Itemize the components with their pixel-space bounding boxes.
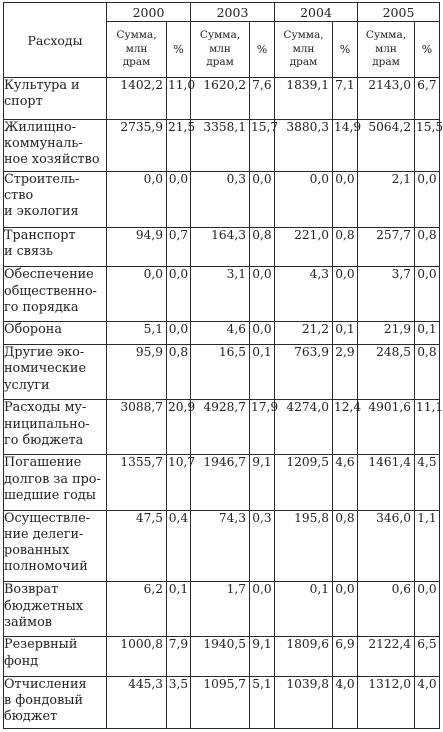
amount-cell: 3,7: [358, 267, 415, 322]
amount-cell: 2,1: [358, 171, 415, 227]
amount-cell: 21,9: [358, 322, 415, 345]
amount-cell: 0,6: [358, 582, 415, 637]
amount-cell: 221,0: [275, 227, 333, 267]
percent-cell: 11,0: [167, 78, 191, 120]
percent-cell: 4,0: [333, 676, 358, 728]
amount-cell: 257,7: [358, 227, 415, 267]
amount-cell: 5,1: [107, 322, 167, 345]
amount-cell: 2122,4: [358, 637, 415, 677]
row-category-label: Отчисления в фондовый бюджет: [4, 676, 107, 728]
percent-cell: 0,0: [333, 267, 358, 322]
percent-cell: 0,0: [167, 267, 191, 322]
table-row: [4, 119, 440, 171]
percent-cell: 0,0: [167, 171, 191, 227]
table-row: [4, 267, 440, 322]
amount-cell: 3088,7: [107, 400, 167, 455]
percent-cell: 15,5: [415, 119, 440, 171]
amount-cell: 1461,4: [358, 455, 415, 510]
row-category-label: Другие эко- номические услуги: [4, 345, 107, 400]
amount-cell: 1312,0: [358, 676, 415, 728]
row-category-label: Жилищно- коммуналь- ное хозяйство: [4, 119, 107, 171]
amount-cell: 2143,0: [358, 78, 415, 120]
percent-cell: 0,1: [333, 322, 358, 345]
amount-cell: 164,3: [191, 227, 250, 267]
amount-cell: 1946,7: [191, 455, 250, 510]
percent-cell: 0,3: [250, 510, 275, 582]
percent-cell: 14,9: [333, 119, 358, 171]
amount-cell: 346,0: [358, 510, 415, 582]
amount-cell: 0,0: [107, 267, 167, 322]
percent-cell: 5,1: [250, 676, 275, 728]
percent-cell: 6,7: [415, 78, 440, 120]
row-category-label: Возврат бюджетных займов: [4, 582, 107, 637]
percent-cell: 0,8: [333, 510, 358, 582]
row-category-label: Расходы му- ниципально- го бюджета: [4, 400, 107, 455]
amount-cell: 1809,6: [275, 637, 333, 677]
percent-cell: 0,1: [250, 345, 275, 400]
percent-cell: 4,5: [415, 455, 440, 510]
row-category-label: Резервный фонд: [4, 637, 107, 677]
amount-cell: 5064,2: [358, 119, 415, 171]
percent-cell: 0,0: [415, 171, 440, 227]
percent-cell: 2,9: [333, 345, 358, 400]
percent-cell: 0,8: [333, 227, 358, 267]
percent-cell: 0,0: [250, 267, 275, 322]
table-row: [4, 322, 440, 345]
amount-cell: 4274,0: [275, 400, 333, 455]
amount-cell: 1940,5: [191, 637, 250, 677]
percent-cell: 0,8: [167, 345, 191, 400]
budget-table: [3, 2, 443, 729]
percent-cell: 4,0: [415, 676, 440, 728]
row-category-label: Оборона: [4, 322, 107, 345]
row-category-label: Культура и спорт: [4, 78, 107, 120]
percent-column-header: %: [250, 22, 275, 78]
amount-cell: 1095,7: [191, 676, 250, 728]
amount-cell: 1000,8: [107, 637, 167, 677]
percent-cell: 6,9: [333, 637, 358, 677]
table-row: [4, 637, 440, 677]
percent-cell: 11,1: [415, 400, 440, 455]
row-category-label: Осуществле- ние делеги- рованных полномочий: [4, 510, 107, 582]
amount-cell: 1620,2: [191, 78, 250, 120]
amount-cell: 1402,2: [107, 78, 167, 120]
percent-cell: 0,1: [415, 322, 440, 345]
year-header: 2003: [191, 3, 275, 22]
percent-cell: 0,0: [250, 171, 275, 227]
amount-cell: 2735,9: [107, 119, 167, 171]
row-category-label: Транспорт и связь: [4, 227, 107, 267]
table-row: [4, 171, 440, 227]
amount-cell: 3,1: [191, 267, 250, 322]
table-row: [4, 78, 440, 120]
percent-cell: 0,0: [415, 582, 440, 637]
year-header: 2005: [358, 3, 440, 22]
percent-cell: 0,8: [250, 227, 275, 267]
percent-cell: 0,0: [333, 582, 358, 637]
amount-cell: 1039,8: [275, 676, 333, 728]
percent-cell: 0,0: [167, 322, 191, 345]
amount-cell: 1839,1: [275, 78, 333, 120]
table-row: [4, 582, 440, 637]
amount-cell: 4901,6: [358, 400, 415, 455]
amount-cell: 0,0: [275, 171, 333, 227]
amount-cell: 3880,3: [275, 119, 333, 171]
amount-cell: 4,6: [191, 322, 250, 345]
amount-cell: 0,0: [107, 171, 167, 227]
amount-cell: 4928,7: [191, 400, 250, 455]
percent-cell: 4,6: [333, 455, 358, 510]
percent-cell: 9,1: [250, 455, 275, 510]
percent-cell: 0,1: [167, 582, 191, 637]
amount-cell: 1,7: [191, 582, 250, 637]
percent-cell: 7,9: [167, 637, 191, 677]
amount-cell: 74,3: [191, 510, 250, 582]
percent-cell: 20,9: [167, 400, 191, 455]
amount-cell: 248,5: [358, 345, 415, 400]
percent-column-header: %: [167, 22, 191, 78]
header-row-years: [4, 3, 440, 22]
amount-cell: 195,8: [275, 510, 333, 582]
percent-cell: 17,9: [250, 400, 275, 455]
percent-column-header: %: [333, 22, 358, 78]
percent-cell: 0,7: [167, 227, 191, 267]
amount-cell: 6,2: [107, 582, 167, 637]
amount-column-header: Сумма, млн драм: [358, 22, 415, 78]
row-category-label: Погашение долгов за про- шедшие годы: [4, 455, 107, 510]
percent-cell: 0,8: [415, 227, 440, 267]
amount-column-header: Сумма, млн драм: [191, 22, 250, 78]
percent-cell: 7,1: [333, 78, 358, 120]
percent-cell: 0,0: [415, 267, 440, 322]
percent-cell: 10,7: [167, 455, 191, 510]
amount-column-header: Сумма, млн драм: [107, 22, 167, 78]
table-row: [4, 455, 440, 510]
year-header: 2000: [107, 3, 191, 22]
amount-cell: 0,3: [191, 171, 250, 227]
amount-column-header: Сумма, млн драм: [275, 22, 333, 78]
amount-cell: 47,5: [107, 510, 167, 582]
amount-cell: 0,1: [275, 582, 333, 637]
amount-cell: 3358,1: [191, 119, 250, 171]
table-row: [4, 345, 440, 400]
table-body: [4, 78, 443, 729]
percent-cell: 3,5: [167, 676, 191, 728]
percent-cell: 0,0: [250, 582, 275, 637]
percent-cell: 0,0: [250, 322, 275, 345]
table-row: [4, 510, 440, 582]
percent-cell: 1,1: [415, 510, 440, 582]
amount-cell: 21,2: [275, 322, 333, 345]
category-column-header: Расходы: [4, 3, 107, 78]
percent-cell: 0,0: [333, 171, 358, 227]
percent-cell: 6,5: [415, 637, 440, 677]
percent-cell: 0,8: [415, 345, 440, 400]
table-row: [4, 227, 440, 267]
percent-cell: 9,1: [250, 637, 275, 677]
percent-cell: 15,7: [250, 119, 275, 171]
amount-cell: 763,9: [275, 345, 333, 400]
percent-cell: 12,4: [333, 400, 358, 455]
amount-cell: 1209,5: [275, 455, 333, 510]
percent-cell: 7,6: [250, 78, 275, 120]
amount-cell: 4,3: [275, 267, 333, 322]
row-category-label: Обеспечение общественно- го порядка: [4, 267, 107, 322]
table-row: [4, 400, 440, 455]
amount-cell: 16,5: [191, 345, 250, 400]
amount-cell: 445,3: [107, 676, 167, 728]
table-row: [4, 676, 440, 728]
percent-column-header: %: [415, 22, 440, 78]
row-category-label: Строитель- ство и экология: [4, 171, 107, 227]
amount-cell: 94,9: [107, 227, 167, 267]
amount-cell: 95,9: [107, 345, 167, 400]
amount-cell: 1355,7: [107, 455, 167, 510]
percent-cell: 0,4: [167, 510, 191, 582]
year-header: 2004: [275, 3, 358, 22]
percent-cell: 21,5: [167, 119, 191, 171]
